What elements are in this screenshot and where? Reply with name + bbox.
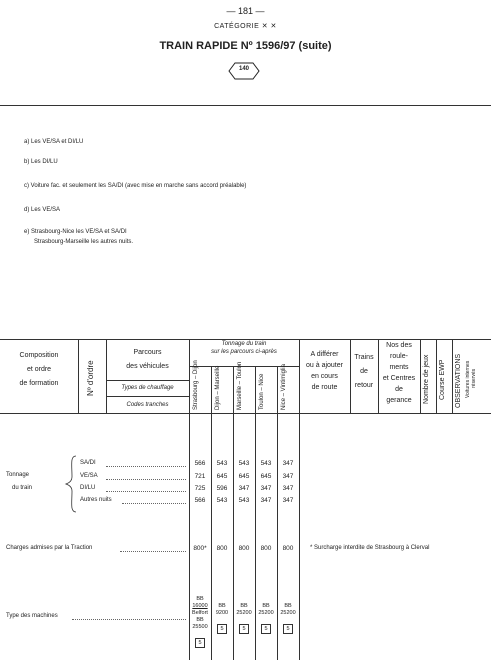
machine-box: 5 — [261, 624, 271, 634]
badge-number: 140 — [238, 66, 249, 72]
header-composition — [0, 349, 78, 391]
header-roulements-line: roule- — [390, 353, 408, 360]
machine-cell — [255, 603, 277, 617]
page-number: — 181 — — [226, 6, 265, 16]
header-codes-tranches: Codes tranches — [126, 402, 169, 408]
badge — [228, 62, 260, 80]
machine-box: 5 — [195, 638, 205, 648]
machine-box: 5 — [239, 624, 249, 634]
machine-line: BB — [196, 596, 204, 602]
header-differer — [299, 349, 350, 393]
header-observations-sub: Voitures internes — [465, 360, 471, 398]
col-divider — [452, 339, 453, 413]
tonnage-cell: 347 — [282, 497, 294, 504]
header-course-ewp: Course EWP — [439, 359, 446, 400]
note-c: c) Voiture fac. et seulement les SA/DI (avec mise en marche sans accord préalable) — [24, 183, 247, 189]
col-divider — [78, 339, 79, 413]
tonnage-label: du train — [12, 485, 33, 491]
tonnage-cell: 347 — [282, 473, 294, 480]
tonnage-row-day: DI/LU — [80, 485, 96, 491]
tonnage-cell: 645 — [238, 473, 250, 480]
page-title: TRAIN RAPIDE Nº 1596/97 (suite) — [159, 40, 332, 52]
note-e: e) Strasbourg-Nice les VE/SA et SA/DI — [24, 229, 127, 235]
header-roulements-line: de — [395, 386, 403, 393]
header-roulements-line: Nos des — [386, 342, 412, 349]
machine-line: BB — [218, 603, 226, 609]
col-divider — [436, 339, 437, 413]
tonnage-cell: 347 — [282, 460, 294, 467]
header-order-no: Nº d'ordre — [86, 360, 95, 396]
header-types-chauffage: Types de chauffage — [121, 385, 174, 391]
tonnage-cell: 347 — [260, 485, 272, 492]
machine-cell — [277, 603, 299, 617]
header-roulements — [378, 340, 420, 406]
machine-line: 25200 — [258, 610, 274, 616]
header-tonnage-title — [189, 340, 299, 356]
header-differer-line: A différer — [310, 351, 339, 358]
machine-box: 5 — [283, 624, 293, 634]
machine-line: 25200 — [236, 610, 252, 616]
note-e-continued: Strasbourg-Marseille les autres nuits. — [34, 239, 134, 245]
charges-footnote: * Surcharge interdite de Strasbourg à Clerval — [310, 545, 430, 551]
tonnage-cell: 725 — [194, 485, 206, 492]
tonnage-cell: 543 — [260, 460, 272, 467]
tonnage-cell: 566 — [194, 497, 206, 504]
header-roulements-line: ments — [389, 364, 409, 371]
machine-line: BB — [284, 603, 292, 609]
parcours-header-rule — [106, 396, 189, 397]
header-observations: OBSERVATIONS — [455, 353, 462, 408]
charges-cell: 800 — [282, 545, 294, 552]
charges-cell: 800* — [193, 545, 207, 552]
tonnage-cell: 645 — [260, 473, 272, 480]
brace-icon — [64, 455, 78, 513]
header-differer-line: de route — [311, 384, 338, 391]
header-col-toulon-nice: Toulon – Nice — [259, 373, 265, 410]
leader-dots — [106, 479, 186, 480]
top-rule — [0, 105, 491, 106]
leader-dots — [120, 551, 186, 552]
tonnage-cell: 566 — [194, 460, 206, 467]
tonnage-cell: 543 — [238, 497, 250, 504]
header-col-dijon-marseille: Dijon – Marseille — [215, 365, 221, 410]
machine-line: BB — [262, 603, 270, 609]
machine-cell — [211, 603, 233, 617]
header-tonnage-line: sur les parcours ci-après — [211, 349, 277, 355]
tonnage-label: Tonnage — [6, 472, 30, 478]
header-observations-sub: réservés — [471, 368, 477, 388]
charges-cell: 800 — [260, 545, 272, 552]
tonnage-row-day: SA/DI — [80, 460, 96, 466]
header-trains-line: retour — [354, 382, 374, 389]
leader-dots — [106, 491, 186, 492]
header-col-marseille-toulon: Marseille – Toulon — [237, 361, 243, 410]
charges-cell: 800 — [238, 545, 250, 552]
tonnage-cell: 543 — [238, 460, 250, 467]
header-trains-line: Trains — [354, 354, 374, 361]
header-composition-line: et ordre — [26, 366, 52, 373]
machines-label: Type des machines — [6, 613, 58, 619]
machine-cell — [233, 603, 255, 617]
header-composition-line: Composition — [19, 352, 59, 359]
note-b: b) Les DI/LU — [24, 159, 58, 165]
header-differer-line: en cours — [311, 373, 338, 380]
note-d: d) Les VE/SA — [24, 207, 61, 213]
table-header-rule — [0, 413, 491, 414]
leader-dots — [72, 619, 186, 620]
machine-line: BB — [240, 603, 248, 609]
header-roulements-line: gerance — [386, 397, 412, 404]
tonnage-cell: 645 — [216, 473, 228, 480]
header-trains-retour — [350, 351, 378, 393]
header-nombre-jeux: Nombre de jeux — [423, 354, 430, 404]
machine-line: BB — [196, 617, 204, 623]
machine-line: 16000 — [192, 603, 208, 609]
tonnage-row-day: VE/SA — [80, 473, 98, 479]
header-parcours — [106, 346, 189, 374]
tonnage-cell: 347 — [282, 485, 294, 492]
tonnage-cell: 543 — [216, 460, 228, 467]
header-col-strasbourg-dijon: Strasbourg – Dijon — [193, 360, 199, 410]
charges-cell: 800 — [216, 545, 228, 552]
header-parcours-line: Parcours — [133, 349, 162, 356]
machine-line: 25500 — [192, 624, 208, 630]
header-differer-line: ou à ajouter — [306, 362, 343, 369]
charges-label: Charges admises par la Traction — [6, 545, 93, 551]
header-tonnage-line: Tonnage du train — [221, 341, 267, 347]
tonnage-cell: 721 — [194, 473, 206, 480]
tonnage-row-day: Autres nuits — [80, 497, 112, 503]
tonnage-cell: 543 — [216, 497, 228, 504]
category-label: CATÉGORIE ✕ ✕ — [214, 23, 277, 30]
header-roulements-line: et Centres — [382, 375, 416, 382]
machine-line: Belfort — [192, 610, 208, 616]
header-parcours-line: des véhicules — [126, 363, 169, 370]
machine-box: 5 — [217, 624, 227, 634]
header-col-nice-vintimiglia: Nice – Vintimiglia — [281, 364, 287, 410]
tonnage-cell: 347 — [260, 497, 272, 504]
machine-cell-first — [189, 596, 211, 631]
leader-dots — [106, 466, 186, 467]
machine-line: 25200 — [280, 610, 296, 616]
tonnage-cell: 596 — [216, 485, 228, 492]
col-divider — [420, 339, 421, 413]
header-trains-line: de — [360, 368, 368, 375]
header-composition-line: de formation — [19, 380, 59, 387]
leader-dots — [122, 503, 186, 504]
note-a: a) Les VE/SA et DI/LU — [24, 139, 84, 145]
machine-line: 9200 — [215, 610, 229, 616]
tonnage-cell: 347 — [238, 485, 250, 492]
